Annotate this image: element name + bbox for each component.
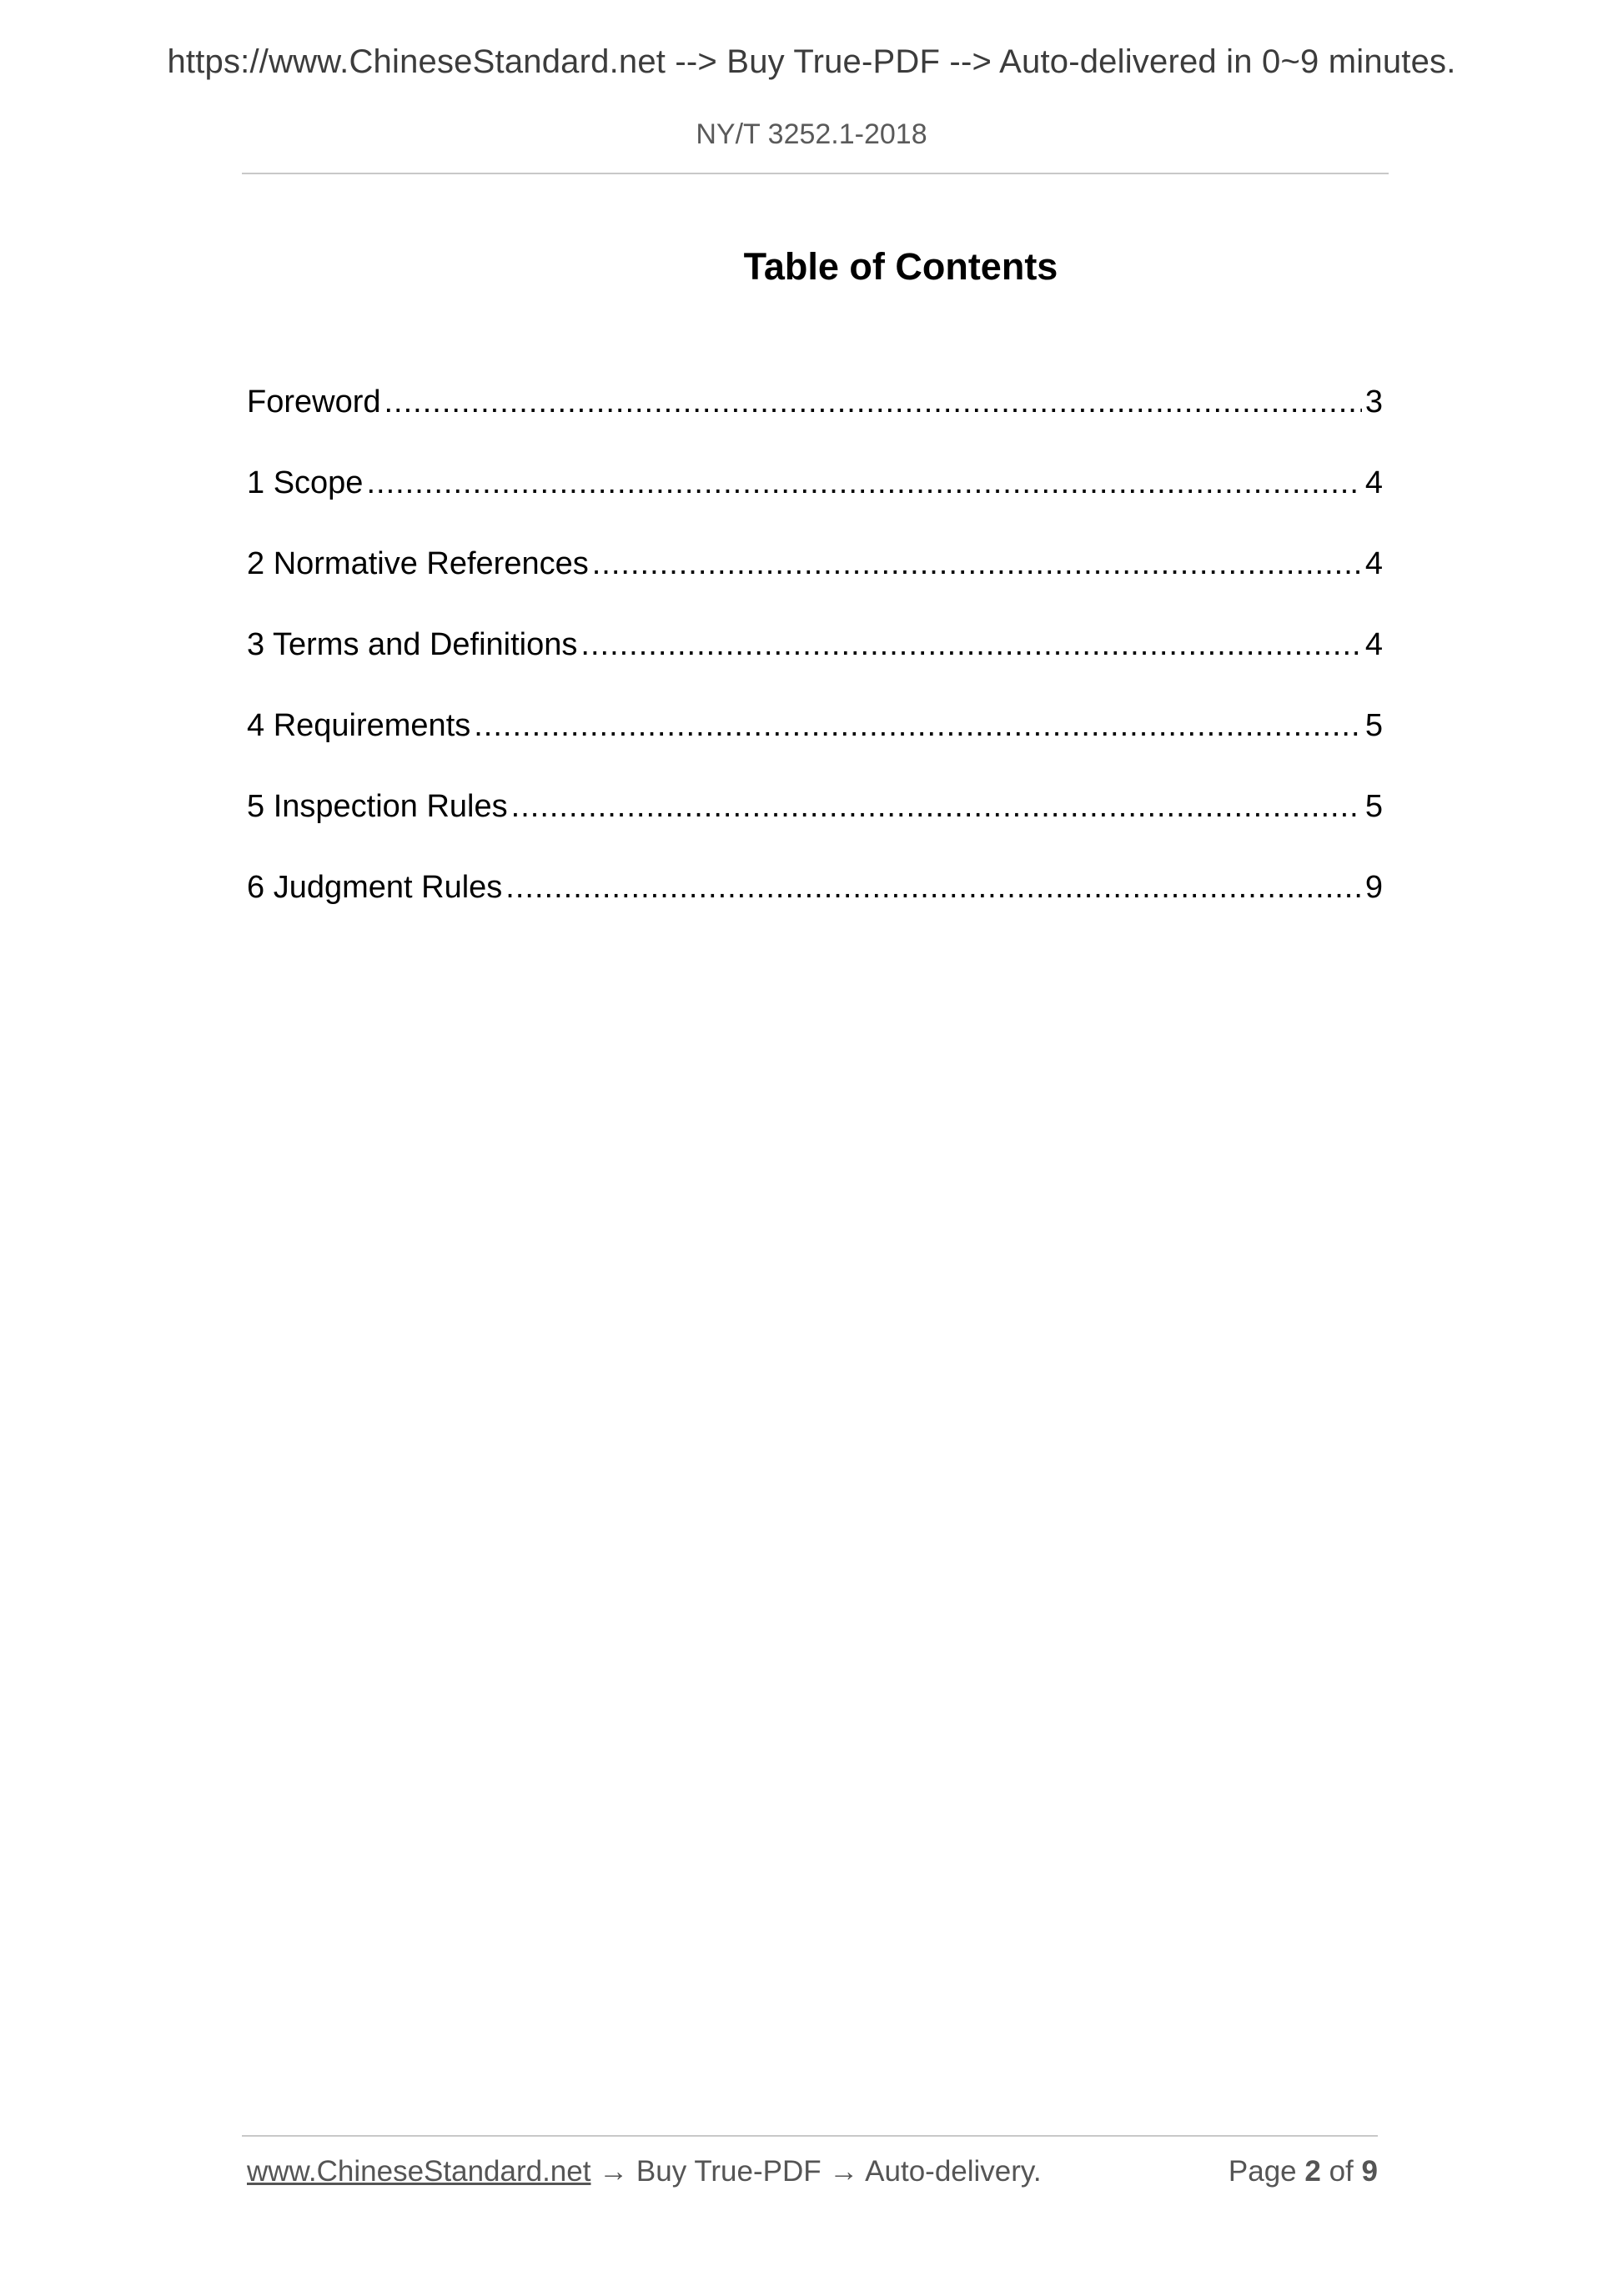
header-divider xyxy=(242,173,1389,174)
toc-entry-normative-references[interactable] xyxy=(247,541,1383,622)
toc-entry-foreword[interactable] xyxy=(247,379,1383,460)
page-word: Page xyxy=(1228,2155,1297,2188)
page-total: 9 xyxy=(1361,2155,1378,2188)
toc-entry-page: 4 xyxy=(1364,546,1383,581)
of-word: of xyxy=(1329,2155,1354,2188)
dot-leader xyxy=(505,865,1362,910)
dot-leader xyxy=(474,703,1362,748)
dot-leader xyxy=(384,379,1362,425)
toc-entry-page: 9 xyxy=(1364,870,1383,905)
toc-entry-label: 3 Terms and Definitions xyxy=(247,627,578,662)
toc-entry-label: 6 Judgment Rules xyxy=(247,870,503,905)
toc-entry-inspection-rules[interactable] xyxy=(247,784,1383,865)
site-link[interactable]: www.ChineseStandard.net xyxy=(247,2155,591,2188)
page-indicator xyxy=(1229,2155,1378,2188)
page-current: 2 xyxy=(1304,2155,1321,2188)
toc-entry-label: 4 Requirements xyxy=(247,708,471,743)
dot-leader xyxy=(592,541,1362,586)
toc-entry-page: 5 xyxy=(1364,708,1383,743)
footer-tagline: → Buy True-PDF → Auto-delivery. xyxy=(590,2155,1042,2188)
toc-entry-terms-and-definitions[interactable] xyxy=(247,622,1383,703)
footer-divider xyxy=(242,2135,1378,2137)
toc-entry-page: 5 xyxy=(1364,789,1383,824)
site-banner: https://www.ChineseStandard.net --> Buy True-PDF --> Auto-delivered in 0~9 minutes. xyxy=(167,43,1456,80)
footer-promo xyxy=(247,2155,1042,2188)
toc-entry-judgment-rules[interactable] xyxy=(247,865,1383,946)
dot-leader xyxy=(366,460,1361,505)
toc-entry-page: 4 xyxy=(1364,627,1383,662)
table-of-contents xyxy=(247,379,1383,946)
toc-entry-label: Foreword xyxy=(247,384,381,420)
toc-entry-page: 3 xyxy=(1364,384,1383,420)
toc-entry-label: 1 Scope xyxy=(247,465,364,500)
toc-entry-label: 5 Inspection Rules xyxy=(247,789,508,824)
dot-leader xyxy=(580,622,1361,667)
toc-entry-requirements[interactable] xyxy=(247,703,1383,784)
toc-entry-page: 4 xyxy=(1364,465,1383,500)
document-code: NY/T 3252.1-2018 xyxy=(696,118,927,150)
toc-entry-label: 2 Normative References xyxy=(247,546,589,581)
dot-leader xyxy=(511,784,1362,829)
toc-title: Table of Contents xyxy=(743,245,1058,288)
page-footer xyxy=(247,2155,1378,2188)
toc-entry-scope[interactable] xyxy=(247,460,1383,541)
